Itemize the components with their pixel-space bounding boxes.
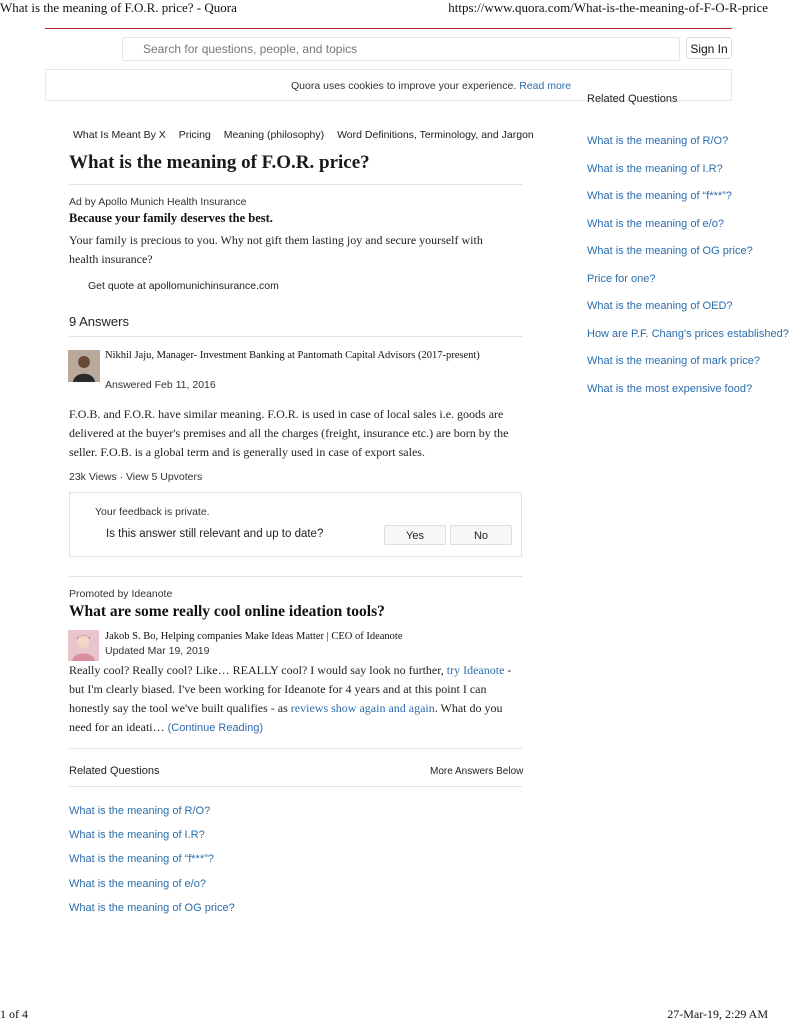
continue-reading-link[interactable]: (Continue Reading)	[167, 722, 264, 734]
search-bar[interactable]	[122, 37, 680, 61]
topic-pricing[interactable]: Pricing	[178, 129, 211, 141]
sidebar-related-question-link[interactable]: What is the meaning of I.R?	[587, 162, 723, 175]
promoted-body-text-2: - but I'm clearly biased. I've been working for Ideanote for 4 years and at this point I can honestly say the tool we've built qualifies - as	[69, 663, 512, 715]
divider	[69, 576, 522, 577]
promoted-body	[69, 661, 524, 738]
related-question-link[interactable]: What is the meaning of e/o?	[69, 877, 206, 890]
related-question-link[interactable]: What is the meaning of I.R?	[69, 829, 205, 842]
sidebar-related-question-link[interactable]: What is the meaning of OG price?	[587, 245, 753, 257]
feedback-question: Is this answer still relevant and up to date?	[106, 528, 324, 540]
question-title: What is the meaning of F.O.R. price?	[69, 152, 370, 173]
cookie-read-more-link[interactable]: Read more	[519, 80, 572, 92]
cookie-text: Quora uses cookies to improve your experience.	[291, 80, 517, 92]
sidebar-related-question-link[interactable]: What is the meaning of mark price?	[587, 355, 761, 367]
topic-what-is-meant-by-x[interactable]: What Is Meant By X	[73, 129, 166, 141]
divider	[69, 336, 522, 337]
try-ideanote-link[interactable]: try Ideanote	[446, 663, 505, 677]
sidebar-related-question-link[interactable]: What is the meaning of “f***”?	[587, 190, 732, 202]
ad-headline[interactable]: Because your family deserves the best.	[69, 211, 273, 225]
promoted-body-text-3: . What do you need for an ideati…	[69, 701, 503, 734]
related-question-link[interactable]: What is the meaning of R/O?	[69, 805, 211, 817]
promoted-date[interactable]: Updated Mar 19, 2019	[105, 645, 210, 657]
sidebar-related-question-link[interactable]: What is the meaning of R/O?	[587, 135, 729, 147]
promoted-body-text-1: Really cool? Really cool? Like… REALLY cool? I would say look no further,	[69, 663, 444, 677]
feedback-private-note: Your feedback is private.	[95, 506, 210, 518]
answer-body: F.O.B. and F.O.R. have similar meaning. F.O.R. is used in case of local sales i.e. goods are delivered at the buyer's premises and all the charges (freight, insurance etc.) are born by the seller. F.O.B. is a global term and is generally used in case of export sales.	[69, 407, 509, 459]
sidebar-related-question-link[interactable]: What is the most expensive food?	[587, 382, 753, 395]
answer-author-avatar[interactable]	[68, 350, 100, 382]
sidebar-related-question-link[interactable]: Price for one?	[587, 272, 656, 285]
promoted-author-avatar[interactable]	[68, 630, 99, 661]
answers-count: 9 Answers	[69, 314, 129, 329]
promoted-author-credential[interactable]: Jakob S. Bo, Helping companies Make Ideas Matter | CEO of Ideanote	[105, 631, 403, 642]
sidebar-related-question-link[interactable]: What is the meaning of e/o?	[587, 217, 724, 230]
topic-meaning-philosophy[interactable]: Meaning (philosophy)	[223, 129, 325, 141]
sidebar-related-list	[587, 128, 789, 403]
topic-list	[73, 129, 544, 141]
ad-cta-link[interactable]: Get quote at apollomunichinsurance.com	[88, 280, 279, 292]
divider	[69, 748, 522, 749]
ad-sponsor: Ad by Apollo Munich Health Insurance	[69, 196, 247, 208]
sign-in-button[interactable]: Sign In	[686, 37, 732, 59]
sidebar-related-question-link[interactable]: What is the meaning of OED?	[587, 300, 733, 312]
print-page-title: What is the meaning of F.O.R. price? - Quora	[0, 0, 237, 15]
divider	[69, 786, 522, 787]
answer-author-credential[interactable]: Nikhil Jaju, Manager- Investment Banking at Pantomath Capital Advisors (2017-present)	[105, 350, 480, 361]
print-page-url: https://www.quora.com/What-is-the-meaning-of-F-O-R-price	[448, 0, 768, 15]
related-questions-list	[69, 799, 235, 920]
ad-body: Your family is precious to you. Why not gift them lasting joy and secure yourself with health insurance?	[69, 233, 483, 266]
feedback-no-button[interactable]: No	[450, 525, 512, 545]
reviews-link[interactable]: reviews show again and again	[290, 701, 435, 715]
answer-date[interactable]: Answered Feb 11, 2016	[105, 379, 216, 391]
answer-feedback-box	[69, 492, 522, 557]
sidebar-related-question-link[interactable]: How are P.F. Chang's prices established?	[587, 327, 789, 340]
feedback-yes-button[interactable]: Yes	[384, 525, 446, 545]
print-datetime: 27-Mar-19, 2:29 AM	[667, 1007, 768, 1021]
related-question-link[interactable]: What is the meaning of “f***”?	[69, 853, 214, 866]
promoted-question-title[interactable]: What are some really cool online ideation tools?	[69, 603, 385, 620]
promoted-label: Promoted by Ideanote	[69, 588, 173, 600]
topic-word-definitions[interactable]: Word Definitions, Terminology, and Jargon	[337, 129, 534, 141]
header-divider	[45, 28, 732, 29]
related-question-link[interactable]: What is the meaning of OG price?	[69, 901, 235, 914]
more-answers-below[interactable]: More Answers Below	[430, 766, 524, 777]
divider	[69, 184, 522, 185]
related-questions-heading: Related Questions	[69, 765, 160, 777]
print-page-number: 1 of 4	[0, 1007, 28, 1021]
search-input[interactable]	[141, 41, 645, 57]
sidebar-related-heading: Related Questions	[587, 93, 678, 105]
answer-stats[interactable]: 23k Views · View 5 Upvoters	[69, 471, 203, 483]
